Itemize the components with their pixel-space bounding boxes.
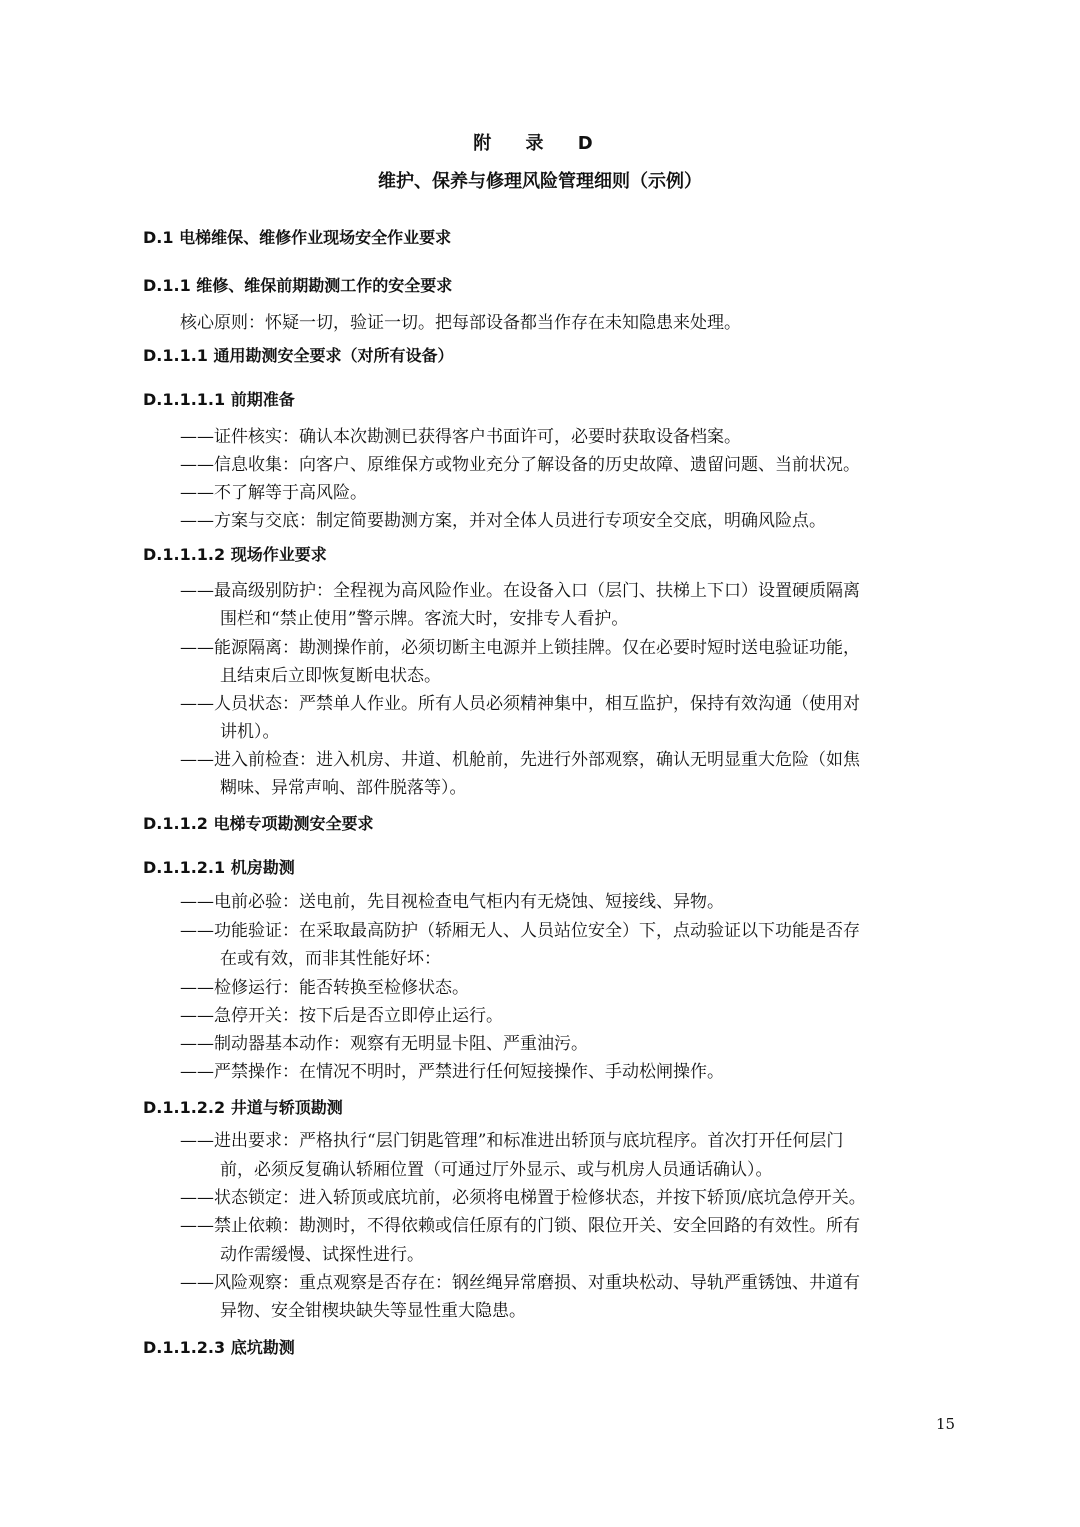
list-item: ——进出要求：严格执行“层门钥匙管理”和标准进出轿顶与底坑程序。首次打开任何层门 bbox=[180, 1131, 844, 1151]
list-item: ——电前必验：送电前，先目视检查电气柜内有无烧蚀、短接线、异物。 bbox=[180, 892, 724, 912]
section-heading: D.1.1 维修、维保前期勘测工作的安全要求 bbox=[143, 276, 453, 295]
appendix-label: 附 录 D bbox=[473, 133, 607, 154]
list-item: ——功能验证：在采取最高防护（轿厢无人、人员站位安全）下，点动验证以下功能是否存 bbox=[180, 921, 860, 941]
list-item: ——不了解等于高风险。 bbox=[180, 483, 367, 503]
page-number: 15 bbox=[936, 1415, 956, 1433]
list-item: ——风险观察：重点观察是否存在：钢丝绳异常磨损、对重块松动、导轨严重锈蚀、井道有 bbox=[180, 1273, 860, 1293]
list-item-continuation: 糊味、异常声响、部件脱落等）。 bbox=[220, 778, 467, 798]
document-title: 维护、保养与修理风险管理细则（示例） bbox=[378, 171, 702, 192]
list-item-continuation: 且结束后立即恢复断电状态。 bbox=[220, 666, 441, 686]
section-heading: D.1.1.2.2 井道与轿顶勘测 bbox=[143, 1098, 343, 1117]
section-heading: D.1.1.1.1 前期准备 bbox=[143, 390, 295, 409]
list-item: ——最高级别防护：全程视为高风险作业。在设备入口（层门、扶梯上下口）设置硬质隔离 bbox=[180, 581, 860, 601]
section-heading: D.1 电梯维保、维修作业现场安全作业要求 bbox=[143, 228, 452, 247]
section-heading: D.1.1.2 电梯专项勘测安全要求 bbox=[143, 814, 374, 833]
list-item: ——状态锁定：进入轿顶或底坑前，必须将电梯置于检修状态，并按下轿顶/底坑急停开关。 bbox=[180, 1188, 866, 1208]
list-item-continuation: 异物、安全钳楔块缺失等显性重大隐患。 bbox=[220, 1301, 526, 1321]
list-item: ——人员状态：严禁单人作业。所有人员必须精神集中，相互监护，保持有效沟通（使用对 bbox=[180, 694, 860, 714]
list-item: ——证件核实：确认本次勘测已获得客户书面许可，必要时获取设备档案。 bbox=[180, 427, 741, 447]
section-heading: D.1.1.2.3 底坑勘测 bbox=[143, 1338, 295, 1357]
list-item-continuation: 前，必须反复确认轿厢位置（可通过厅外显示、或与机房人员通话确认）。 bbox=[220, 1160, 773, 1180]
list-item: ——严禁操作：在情况不明时，严禁进行任何短接操作、手动松闸操作。 bbox=[180, 1062, 724, 1082]
list-item-continuation: 围栏和“禁止使用”警示牌。客流大时，安排专人看护。 bbox=[220, 609, 629, 629]
list-item: ——检修运行：能否转换至检修状态。 bbox=[180, 978, 469, 998]
list-item: ——信息收集：向客户、原维保方或物业充分了解设备的历史故障、遗留问题、当前状况。 bbox=[180, 455, 860, 475]
list-item: ——急停开关：按下后是否立即停止运行。 bbox=[180, 1006, 503, 1026]
list-item: ——禁止依赖：勘测时，不得依赖或信任原有的门锁、限位开关、安全回路的有效性。所有 bbox=[180, 1216, 860, 1236]
section-heading: D.1.1.1 通用勘测安全要求（对所有设备） bbox=[143, 346, 454, 365]
list-item-continuation: 动作需缓慢、试探性进行。 bbox=[220, 1245, 424, 1265]
list-item-continuation: 在或有效，而非其性能好坏： bbox=[220, 949, 441, 969]
section-heading: D.1.1.2.1 机房勘测 bbox=[143, 858, 295, 877]
list-item-continuation: 讲机）。 bbox=[220, 722, 280, 742]
list-item: ——方案与交底：制定简要勘测方案，并对全体人员进行专项安全交底，明确风险点。 bbox=[180, 511, 826, 531]
section-heading: D.1.1.1.2 现场作业要求 bbox=[143, 545, 327, 564]
list-item: ——能源隔离：勘测操作前，必须切断主电源并上锁挂牌。仅在必要时短时送电验证功能， bbox=[180, 638, 860, 658]
paragraph: 核心原则：怀疑一切，验证一切。把每部设备都当作存在未知隐患来处理。 bbox=[180, 313, 741, 333]
list-item: ——制动器基本动作：观察有无明显卡阻、严重油污。 bbox=[180, 1034, 588, 1054]
list-item: ——进入前检查：进入机房、井道、机舱前，先进行外部观察，确认无明显重大危险（如焦 bbox=[180, 750, 860, 770]
